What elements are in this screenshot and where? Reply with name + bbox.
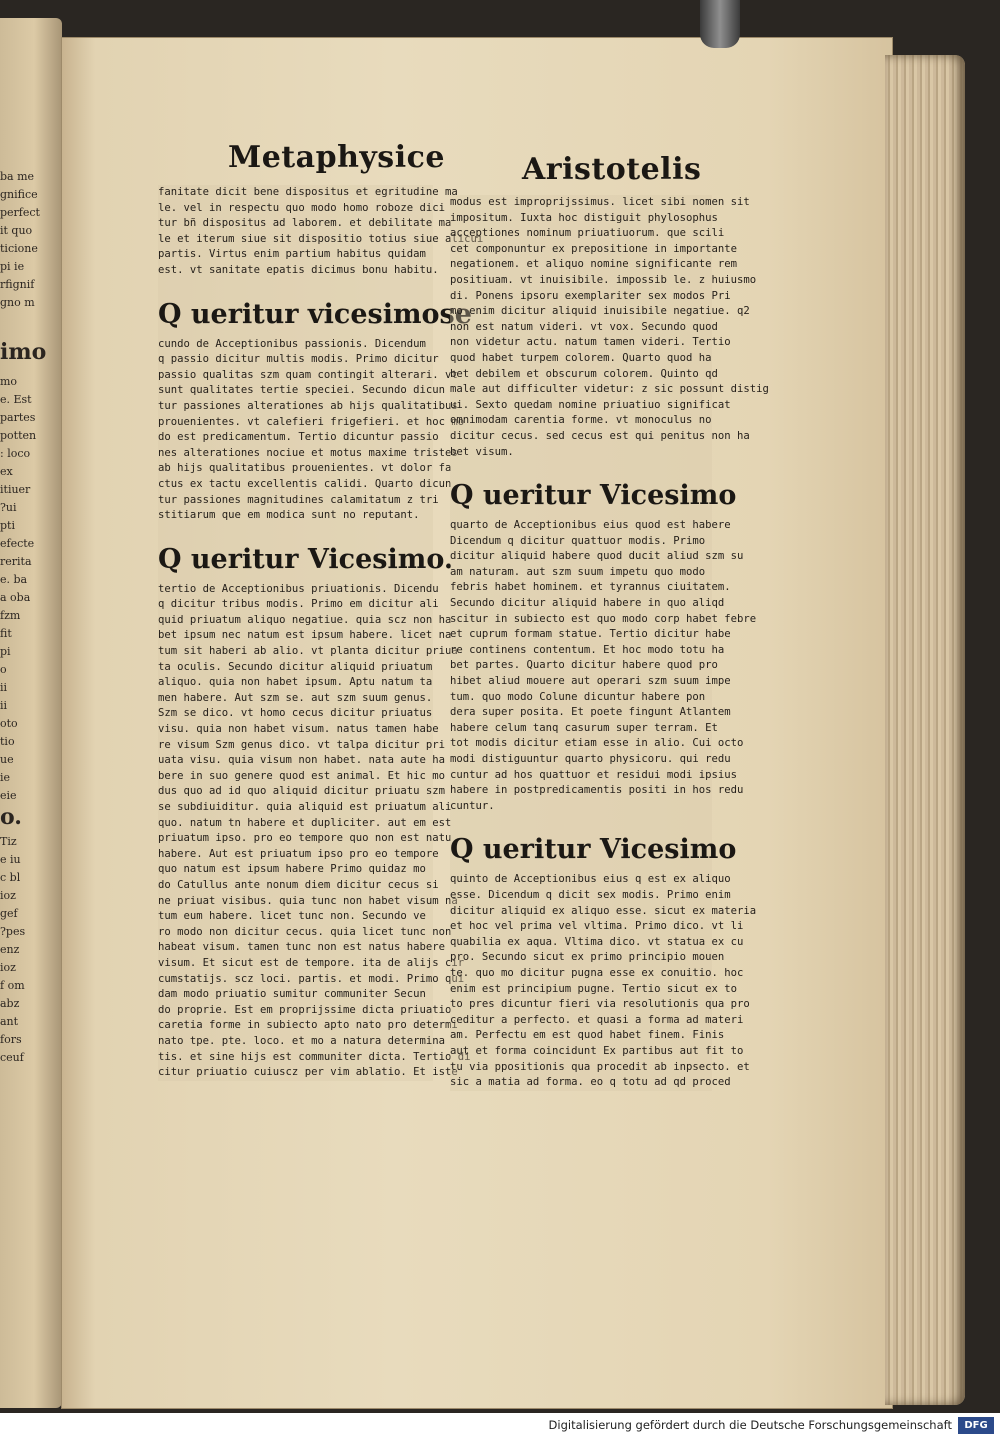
text-line: bet visum. — [450, 445, 514, 458]
text-line: tur passiones alterationes ab hijs qualitatibus — [158, 399, 458, 412]
text-line: do Catullus ante nonum diem dicitur cecus si — [158, 878, 439, 891]
facing-page-line: fit — [0, 627, 12, 640]
text-line: di. Ponens ipsoru exemplariter sex modos Pri — [450, 289, 731, 302]
text-line: et hoc vel prima vel vltima. Primo dico. vt li — [450, 920, 744, 933]
text-line: quabilia ex aqua. Vltima dico. vt statua ex cu — [450, 935, 744, 948]
text-line: esse. Dicendum q dicit sex modis. Primo enim — [450, 888, 731, 901]
text-line: priuatum ipso. pro eo tempore quo non est natu — [158, 832, 452, 845]
text-line: cundo de Acceptionibus passionis. Dicendum — [158, 337, 426, 350]
text-line: positiuam. vt inuisibile. impossib le. z huiusmo — [450, 273, 757, 286]
facing-page-line: rerita — [0, 555, 32, 568]
facing-page-line: oto — [0, 717, 18, 730]
text-line: se subdiuiditur. quia aliquid est priuatum ali — [158, 801, 452, 813]
text-line: tu via ppositionis qua procedit ab inpsecto. et — [450, 1060, 750, 1073]
text-line: fanitate dicit bene dispositus et egritudine ma — [158, 186, 458, 198]
facing-page-line: gno m — [0, 296, 35, 309]
text-line: ne priuat visibus. quia tunc non habet visum na — [158, 894, 458, 907]
text-line: modi distiguuntur quarto physicoru. qui redu — [450, 753, 731, 765]
text-line: dam modo priuatio sumitur communiter Secun — [158, 988, 426, 1001]
text-line: re visum Szm genus dico. vt talpa dicitur pri — [158, 738, 446, 751]
facing-page-line: ioz — [0, 961, 16, 974]
text-line: am naturam. aut szm suum impetu quo modo — [450, 565, 706, 578]
text-line: dicitur aliquid habere quod ducit aliud szm su — [450, 550, 744, 563]
facing-page-line: ie — [0, 771, 11, 784]
facing-page-line: Tiz — [0, 835, 17, 848]
question-text — [450, 518, 757, 814]
text-line: le et iterum siue sit dispositio totius siue alicui — [158, 232, 484, 245]
text-line: enim est principium pugne. Tertio sicut ex to — [450, 982, 738, 995]
text-line: quarto de Acceptionibus eius quod est habere — [450, 519, 731, 532]
question-heading: Q ueritur vicesimose — [158, 298, 472, 330]
text-line: bere in suo genere quod est animal. Et hic mo — [158, 769, 446, 782]
facing-page-initial-a: imo — [0, 339, 47, 365]
right-column-intro — [450, 195, 769, 460]
facing-page-line: gnifice — [0, 188, 38, 201]
facing-page-line: ba me — [0, 170, 35, 183]
text-line: prouenientes. vt calefieri frigefieri. et hoc mo — [158, 415, 465, 428]
facing-page-line: perfect — [0, 206, 40, 219]
text-line: do proprie. Est em proprijssime dicta priuatio — [158, 1003, 452, 1016]
facing-page-line: enz — [0, 943, 20, 956]
text-line: Secundo dicitur aliquid habere in quo aliqd — [450, 597, 725, 610]
facing-page-line: it quo — [0, 224, 33, 237]
text-line: scitur in subiecto est quo modo corp habet febre — [450, 612, 757, 625]
text-line: sic a matia ad forma. eo q totu ad qd proced — [450, 1076, 731, 1089]
text-line: bet partes. Quarto dicitur habere quod pro — [450, 659, 718, 672]
text-line: habere in postpredicamentis positi in hos redu — [450, 784, 744, 797]
text-line: habere. Aut est priuatum ipso pro eo tempore — [158, 847, 439, 860]
text-line: impositum. Iuxta hoc distiguit phylosophus — [450, 211, 718, 224]
facing-page-line: partes — [0, 411, 36, 424]
running-head-right: Aristotelis — [522, 152, 702, 187]
text-line: visum. Et sicut est de tempore. ita de alijs cir — [158, 956, 465, 969]
text-line: febris habet hominem. et tyrannus ciuitatem. — [450, 581, 731, 594]
text-line: passio qualitas szm quam contingit alterari. vt — [158, 368, 458, 381]
text-line: q dicitur tribus modis. Primo em dicitur ali — [158, 598, 439, 611]
text-line: stitiarum que em modica sunt no reputant. — [158, 509, 420, 522]
text-line: dera super posita. Et poete fingunt Atlantem — [450, 706, 731, 719]
text-line: partis. Virtus enim partium habitus quidam — [158, 248, 426, 261]
text-line: dicitur aliquid ex aliquo esse. sicut ex materia — [450, 904, 757, 917]
text-line: negationem. et aliquo nomine significante rem — [450, 258, 738, 271]
text-line: do est predicamentum. Tertio dicuntur passio — [158, 431, 439, 444]
facing-page-line: eie — [0, 789, 17, 802]
facing-page-line: ant — [0, 1015, 19, 1028]
text-line: habere celum tanq casurum super terram. Et — [450, 721, 718, 734]
facing-page-line: : loco — [0, 447, 31, 460]
facing-page-line: gef — [0, 907, 18, 920]
text-line: uata visu. quia visum non habet. nata aute ha — [158, 754, 446, 767]
text-line: quo. natum tn habere et dupliciter. aut em est — [158, 816, 452, 829]
text-line: ctus ex tactu excellentis calidi. Quarto dicun — [158, 477, 452, 490]
facing-page-line: efecte — [0, 537, 35, 550]
facing-page-text-c — [0, 833, 28, 1067]
text-line: tis. et sine hijs est communiter dicta. Tertio di — [158, 1050, 471, 1063]
facing-page-line: ii — [0, 681, 8, 694]
facing-page-line: itiuer — [0, 483, 31, 496]
page-edges — [885, 55, 965, 1405]
text-line: nes alterationes nociue et motus maxime tristes — [158, 446, 458, 459]
text-line: ro modo non dicitur cecus. quia licet tunc non — [158, 925, 452, 938]
text-line: Szm se dico. vt homo cecus dicitur priuatus — [158, 707, 433, 720]
text-line: quo natum est ipsum habere Primo quidaz mo — [158, 863, 426, 876]
facing-page-line: tio — [0, 735, 15, 748]
question-heading: Q ueritur Vicesimo — [450, 480, 737, 512]
facing-page-line: potten — [0, 429, 37, 442]
text-line: non videtur actu. natum tamen videri. Tertio — [450, 336, 731, 349]
facing-page-line: fors — [0, 1033, 22, 1046]
facing-page-line: c bl — [0, 871, 21, 884]
text-line: q passio dicitur multis modis. Primo dicitur — [158, 353, 439, 366]
text-line: male aut difficulter videtur: z sic possunt distig — [450, 383, 769, 396]
text-line: cuntur ad hos quattuor et residui modi ipsius — [450, 768, 738, 781]
right-column — [450, 195, 769, 1091]
footer-bar — [0, 1413, 1000, 1439]
text-line: est. vt sanitate epatis dicimus bonu habitu. — [158, 263, 439, 276]
facing-page-line: mo — [0, 375, 18, 388]
left-column-intro — [158, 185, 484, 279]
facing-page-line: ioz — [0, 889, 16, 902]
facing-page-line: e iu — [0, 853, 21, 866]
facing-page-line: ex — [0, 465, 13, 478]
facing-page-line: ii — [0, 699, 8, 712]
facing-page-line: e. Est — [0, 393, 32, 406]
text-line: cumstatijs. scz loci. partis. et modi. Primo qui — [158, 972, 465, 985]
facing-page-line: pi — [0, 645, 11, 658]
text-line: quod habet turpem colorem. Quarto quod ha — [450, 351, 712, 364]
text-line: ab hijs qualitatibus prouenientes. vt dolor fa — [158, 462, 452, 475]
text-line: visu. quia non habet visum. natus tamen habe — [158, 723, 439, 736]
text-line: acceptiones nominum priuatiuorum. que scili — [450, 227, 725, 240]
left-column — [158, 185, 484, 1081]
running-head-left: Metaphysice — [228, 140, 445, 175]
text-line: to pres dicuntur fieri via resolutionis qua pro — [450, 998, 750, 1011]
text-line: aliquo. quia non habet ipsum. Aptu natum ta — [158, 676, 433, 689]
text-line: pro. Secundo sicut ex primo principio mouen — [450, 951, 725, 964]
text-line: cet componuntur ex prepositione in importante — [450, 242, 738, 255]
facing-page-text-b — [0, 373, 37, 805]
text-line: nato tpe. pte. loco. et mo a natura determina — [158, 1034, 446, 1047]
text-line: modus est improprijssimus. licet sibi nomen sit — [450, 196, 750, 208]
text-line: habeat visum. tamen tunc non est natus habere — [158, 941, 446, 954]
question-text — [158, 337, 465, 524]
text-line: te. quo mo dicitur pugna esse ex conuitio. hoc — [450, 966, 744, 979]
facing-page-line: f om — [0, 979, 25, 992]
facing-page-line: fzm — [0, 609, 21, 622]
text-line: ui. Sexto quedam nomine priuatiuo significat — [450, 398, 731, 411]
book-clamp — [700, 0, 740, 48]
facing-page-line: ceuf — [0, 1051, 24, 1064]
facing-page-line: a oba — [0, 591, 31, 604]
text-line: men habere. Aut szm se. aut szm suum genus. — [158, 691, 433, 704]
text-line: aut et forma coincidunt Ex partibus aut fit to — [450, 1044, 744, 1057]
facing-page-initial-b: o. — [0, 804, 22, 830]
question-text — [158, 582, 471, 1081]
facing-page-line: ?ui — [0, 501, 17, 514]
text-line: tum. quo modo Colune dicuntur habere pon — [450, 690, 706, 703]
text-line: mo enim dicitur aliquid inuisibile negatiue. q2 — [450, 305, 750, 318]
facing-page-line: ticione — [0, 242, 38, 255]
text-line: non est natum videri. vt vox. Secundo quod — [450, 320, 718, 333]
facing-page-fragment — [0, 18, 62, 1408]
text-line: cuntur. — [450, 799, 495, 812]
text-line: tot modis dicitur etiam esse in alio. Cui octo — [450, 737, 744, 750]
facing-page-line: ue — [0, 753, 14, 766]
text-line: re continens contentum. Et hoc modo totu ha — [450, 643, 725, 656]
question-heading: Q ueritur Vicesimo. — [158, 543, 454, 575]
text-line: dus quo ad id quo aliquid dicitur priuatu szm — [158, 785, 446, 798]
text-line: et cuprum formam statue. Tertio dicitur habe — [450, 628, 731, 641]
facing-page-line: pi ie — [0, 260, 25, 273]
text-line: citur priuatio cuiuscz per vim ablatio. Et iste — [158, 1066, 458, 1079]
text-line: tum sit haberi ab alio. vt planta dicitur priua — [158, 645, 458, 658]
text-line: tur passiones magnitudines calamitatum z tri — [158, 493, 439, 506]
facing-page-line: abz — [0, 997, 20, 1010]
facing-page-text-a — [0, 168, 40, 312]
facing-page-line: ?pes — [0, 925, 26, 938]
text-line: omnimodam carentia forme. vt monoculus no — [450, 414, 712, 427]
text-line: am. Perfectu em est quod habet finem. Finis — [450, 1029, 725, 1042]
text-line: ceditur a perfecto. et quasi a forma ad materi — [450, 1013, 744, 1026]
text-line: ta oculis. Secundo dicitur aliquid priuatum — [158, 660, 433, 673]
text-line: hibet aliud mouere aut operari szm suum impe — [450, 675, 731, 688]
text-line: tur bñ dispositus ad laborem. et debilitate ma — [158, 217, 452, 230]
text-line: tum eum habere. licet tunc non. Secundo ve — [158, 910, 426, 923]
text-line: Dicendum q dicitur quattuor modis. Primo — [450, 534, 706, 547]
question-heading: Q ueritur Vicesimo — [450, 834, 737, 866]
text-line: quid priuatum aliquo negatiue. quia scz non ha — [158, 613, 452, 626]
text-line: caretia forme in subiecto apto nato pro determi — [158, 1019, 458, 1032]
facing-page-line: o — [0, 663, 7, 676]
text-line: quinto de Acceptionibus eius q est ex aliquo — [450, 873, 731, 886]
facing-page-line: e. ba — [0, 573, 28, 586]
dfg-logo: DFG — [958, 1417, 994, 1434]
facing-page-line: pti — [0, 519, 15, 532]
text-line: sunt qualitates tertie speciei. Secundo dicun — [158, 384, 446, 397]
funding-credit: Digitalisierung gefördert durch die Deutsche Forschungsgemeinschaft — [548, 1418, 952, 1432]
text-line: bet ipsum nec natum est ipsum habere. licet na — [158, 629, 452, 642]
facing-page-line: rfignif — [0, 278, 35, 291]
text-line: le. vel in respectu quo modo homo roboze dici — [158, 201, 446, 214]
text-line: bet debilem et obscurum colorem. Quinto qd — [450, 367, 718, 380]
question-text — [450, 872, 757, 1090]
text-line: tertio de Acceptionibus priuationis. Dicendu — [158, 582, 439, 595]
text-line: dicitur cecus. sed cecus est qui penitus non ha — [450, 429, 750, 442]
